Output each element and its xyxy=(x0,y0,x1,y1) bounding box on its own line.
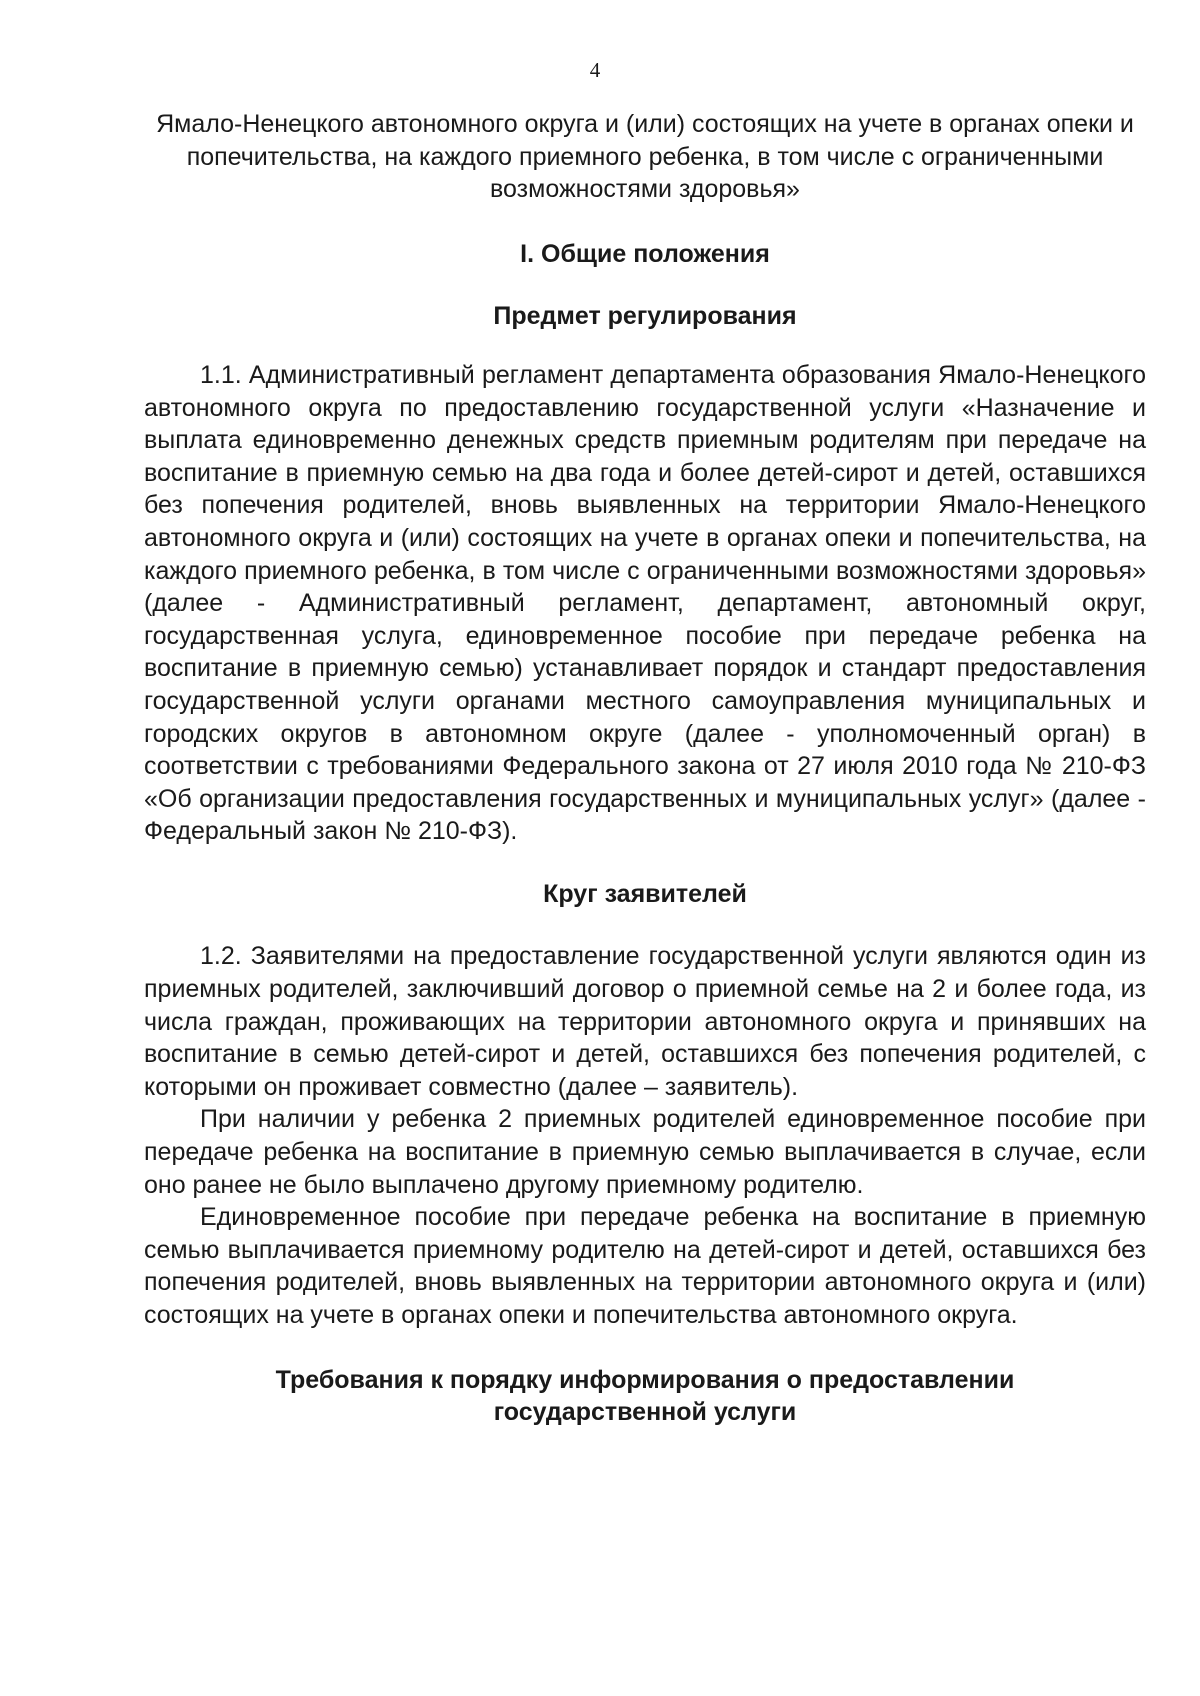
paragraph-1-2: 1.2. Заявителями на предоставление государственной услуги являются один из приемных родителей, заключивший договор о приемной семье на 2 и более года, из числа граждан, проживающих на территории автономного округа и принявших на воспитание в семью детей-сирот и детей, оставшихся без попечения родителей, с которыми он проживает совместно (далее – заявитель). xyxy=(144,942,1146,1101)
section-title: I. Общие положения xyxy=(520,239,770,268)
subject-heading: Предмет регулирования xyxy=(493,302,797,331)
informing-heading-line-1: Требования к порядку информирования о предоставлении xyxy=(275,1365,1015,1394)
intro-text: Ямало-Ненецкого автономного округа и (или) состоящих на учете в органах опеки и попечительства, на каждого приемного ребенка, в том числе с ограниченными возможностями здоровья» xyxy=(156,110,1134,204)
document-body xyxy=(144,108,1146,1429)
applicants-heading: Круг заявителей xyxy=(543,879,747,908)
paragraph-lump-sum: Единовременное пособие при передаче ребенка на воспитание в приемную семью выплачивается приемному родителю на детей-сирот и детей, оставшихся без попечения родителей, вновь выявленных на территории автономного округа и (или) состоящих на учете в органах опеки и попечительства автономного округа. xyxy=(144,1203,1146,1329)
paragraph-two-parents: При наличии у ребенка 2 приемных родителей единовременное пособие при передаче ребенка на воспитание в приемную семью выплачивается в случае, если оно ранее не было выплачено другому приемному родителю. xyxy=(144,1105,1146,1199)
informing-heading xyxy=(144,1364,1146,1429)
informing-heading-line-2: государственной услуги xyxy=(493,1398,797,1427)
page-number: 4 xyxy=(589,58,601,82)
paragraph-1-1: 1.1. Административный регламент департамента образования Ямало-Ненецкого автономного округа по предоставлению государственной услуги «Назначение и выплата единовременно денежных средств приемным родителям при передаче на воспитание в приемную семью на два года и более детей-сирот и детей, оставшихся без попечения родителей, вновь выявленных на территории Ямало-Ненецкого автономного округа и (или) состоящих на учете в органах опеки и попечительства, на каждого приемного ребенка, в том числе с ограниченными возможностями здоровья» (далее - Административный регламент, департамент, автономный округ, государственная услуга, единовременное пособие при передаче ребенка на воспитание в приемную семью) устанавливает порядок и стандарт предоставления государственной услуги органами местного самоуправления муниципальных и городских округов в автономном округе (далее - уполномоченный орган) в соответствии с требованиями Федерального закона от 27 июля 2010 года № 210-ФЗ «Об организации предоставления государственных и муниципальных услуг» (далее - Федеральный закон № 210-ФЗ). xyxy=(144,360,1146,846)
